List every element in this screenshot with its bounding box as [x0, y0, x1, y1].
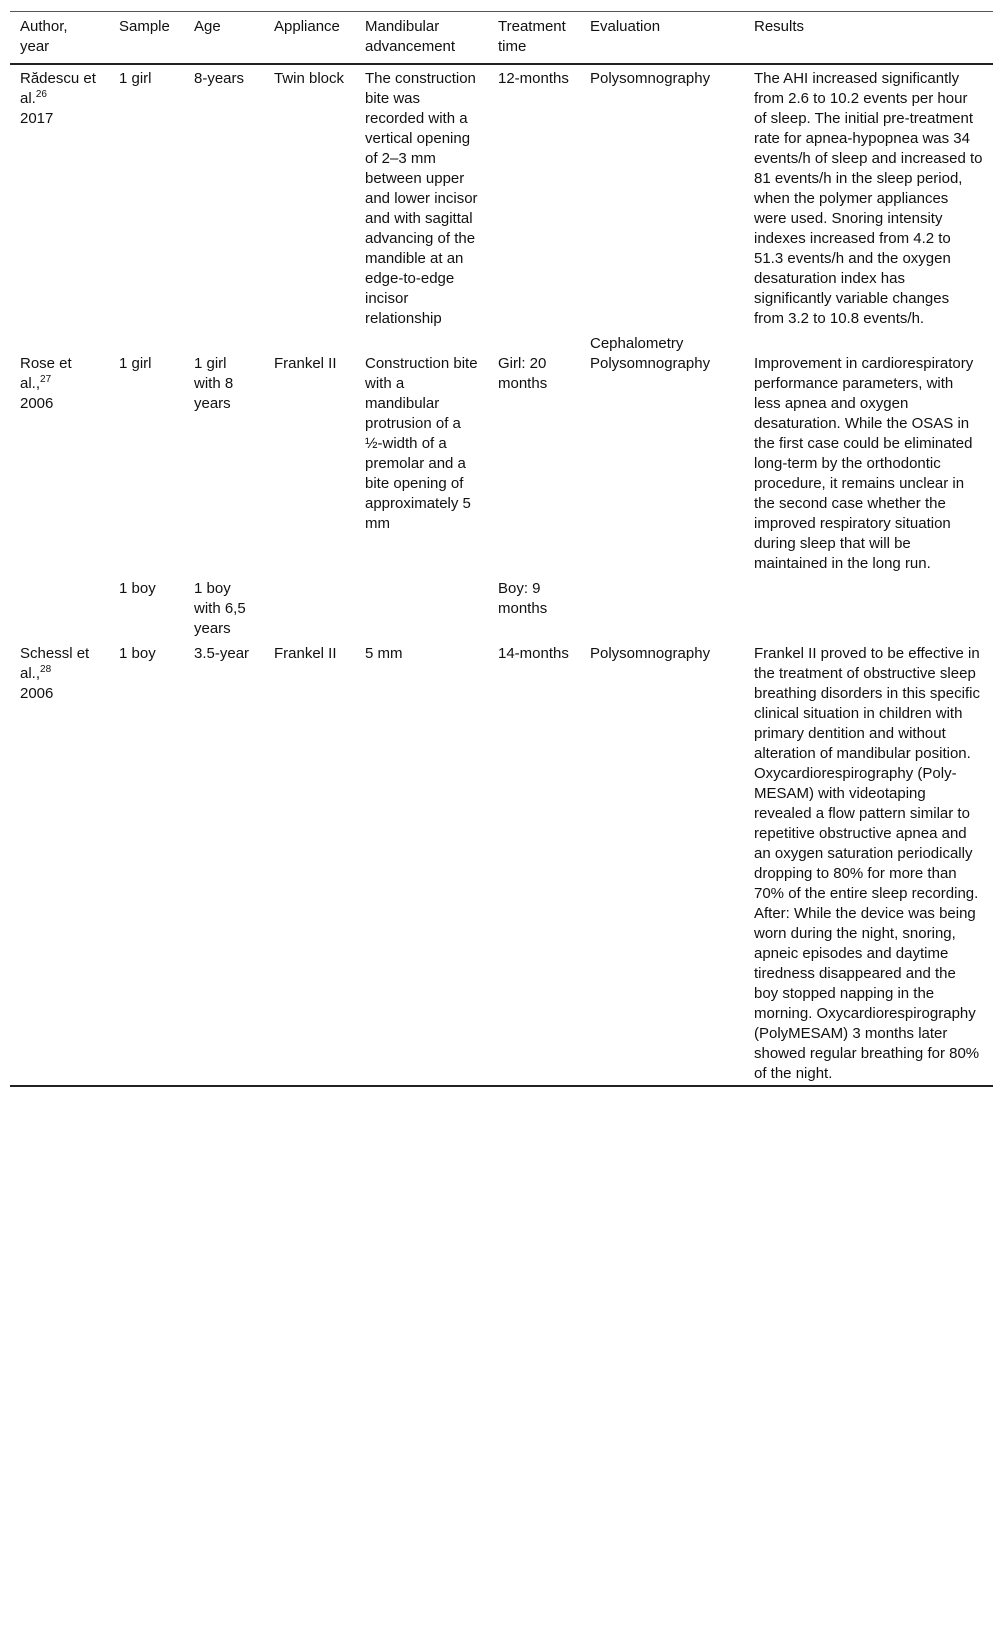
cell-age: 8-years [194, 70, 245, 87]
author-year: 2006 [20, 395, 54, 412]
table-row [10, 575, 993, 640]
cell-author [10, 64, 109, 330]
header-treatment-time: Treatment time [498, 18, 566, 55]
cell-results [744, 575, 993, 640]
header-sample: Sample [119, 18, 170, 35]
reference-number: 28 [40, 664, 52, 675]
cell-appliance [264, 575, 355, 640]
studies-table [10, 11, 993, 1087]
header-appliance: Appliance [274, 18, 340, 35]
cell-treatment-time: Boy: 9 months [498, 580, 548, 617]
cell-mandibular-advancement: Construction bite with a mandibular protrusion of a ½-width of a premolar and a bite opening of approximately 5 mm [365, 355, 478, 532]
cell-evaluation [580, 330, 744, 575]
header-author: Author, year [20, 18, 68, 55]
author-year: 2006 [20, 685, 54, 702]
cell-results: Frankel II proved to be effective in the treatment of obstructive sleep breathing disorders in this specific clinical situation in children with primary dentition and without alteration of mandibular position. Oxycardiorespirography (Poly-MESAM) with videotaping revealed a flow pattern similar to repetitive obstructive apnea and an oxygen saturation periodically dropping to 80% for more than 70% of the entire sleep recording. After: While the device was being worn during the night, snoring, apneic episodes and daytime tiredness disappeared and the boy stopped napping in the morning. Oxycardiorespirography (PolyMESAM) 3 months later showed regular breathing for 80% of the night. [754, 645, 980, 1082]
reference-number: 26 [35, 89, 47, 100]
cell-author [10, 575, 109, 640]
author-year: 2017 [20, 110, 54, 127]
header-evaluation: Evaluation [590, 18, 661, 35]
cell-evaluation [580, 575, 744, 640]
cell-treatment-time: 14-months [498, 645, 569, 662]
cell-mandibular-advancement: The construction bite was recorded with a vertical opening of 2–3 mm between upper and lower incisor and with sagittal advancing of the mandible at an edge-to-edge incisor relationship [365, 70, 478, 327]
cell-sample: 1 boy [119, 580, 156, 597]
header-age: Age [194, 18, 221, 35]
author-name: Rose et al., [20, 355, 72, 392]
cell-sample: 1 girl [119, 355, 152, 372]
cell-appliance: Frankel II [274, 645, 337, 662]
cell-sample: 1 boy [119, 645, 156, 662]
table-row [10, 330, 993, 575]
cell-results: Improvement in cardiorespiratory performance parameters, with less apnea and oxygen desaturation. While the OSAS in the first case could be eliminated long-term by the orthodontic procedure, it remains unclear in the second case whether the improved respiratory situation during sleep that will be maintained in the long run. [754, 355, 974, 572]
reference-number: 27 [40, 374, 52, 385]
cell-author [10, 330, 109, 575]
table-row [10, 64, 993, 330]
evaluation-item: Polysomnography [590, 355, 711, 372]
cell-age: 1 girl with 8 years [194, 355, 234, 412]
author-name: Schessl et al., [20, 645, 90, 682]
cell-appliance: Frankel II [274, 355, 337, 372]
cell-evaluation: Polysomnography [590, 70, 711, 87]
cell-treatment-time: 12-months [498, 70, 569, 87]
cell-results: The AHI increased significantly from 2.6 to 10.2 events per hour of sleep. The initial pre-treatment rate for apnea-hypopnea was 34 events/h of sleep and increased to 81 events/h in the sleep period, when the polymer appliances were used. Snoring intensity indexes increased from 4.2 to 51.3 events/h and the oxygen desaturation index has significantly variable changes from 3.2 to 10.8 events/h. [754, 70, 983, 327]
table-row [10, 640, 993, 1086]
cell-mandibular-advancement [355, 575, 488, 640]
header-row [10, 12, 993, 65]
evaluation-item: Cephalometry [590, 335, 684, 352]
cell-evaluation: Polysomnography [590, 645, 711, 662]
cell-sample: 1 girl [119, 70, 152, 87]
cell-author [10, 640, 109, 1086]
author-name: Rădescu et al. [20, 70, 96, 107]
cell-treatment-time: Girl: 20 months [498, 355, 548, 392]
header-mandibular-advancement: Mandibular advancement [365, 18, 456, 55]
cell-age: 1 boy with 6,5 years [194, 580, 246, 637]
cell-age: 3.5-year [194, 645, 250, 662]
cell-mandibular-advancement: 5 mm [365, 645, 403, 662]
cell-appliance: Twin block [274, 70, 345, 87]
header-results: Results [754, 18, 805, 35]
